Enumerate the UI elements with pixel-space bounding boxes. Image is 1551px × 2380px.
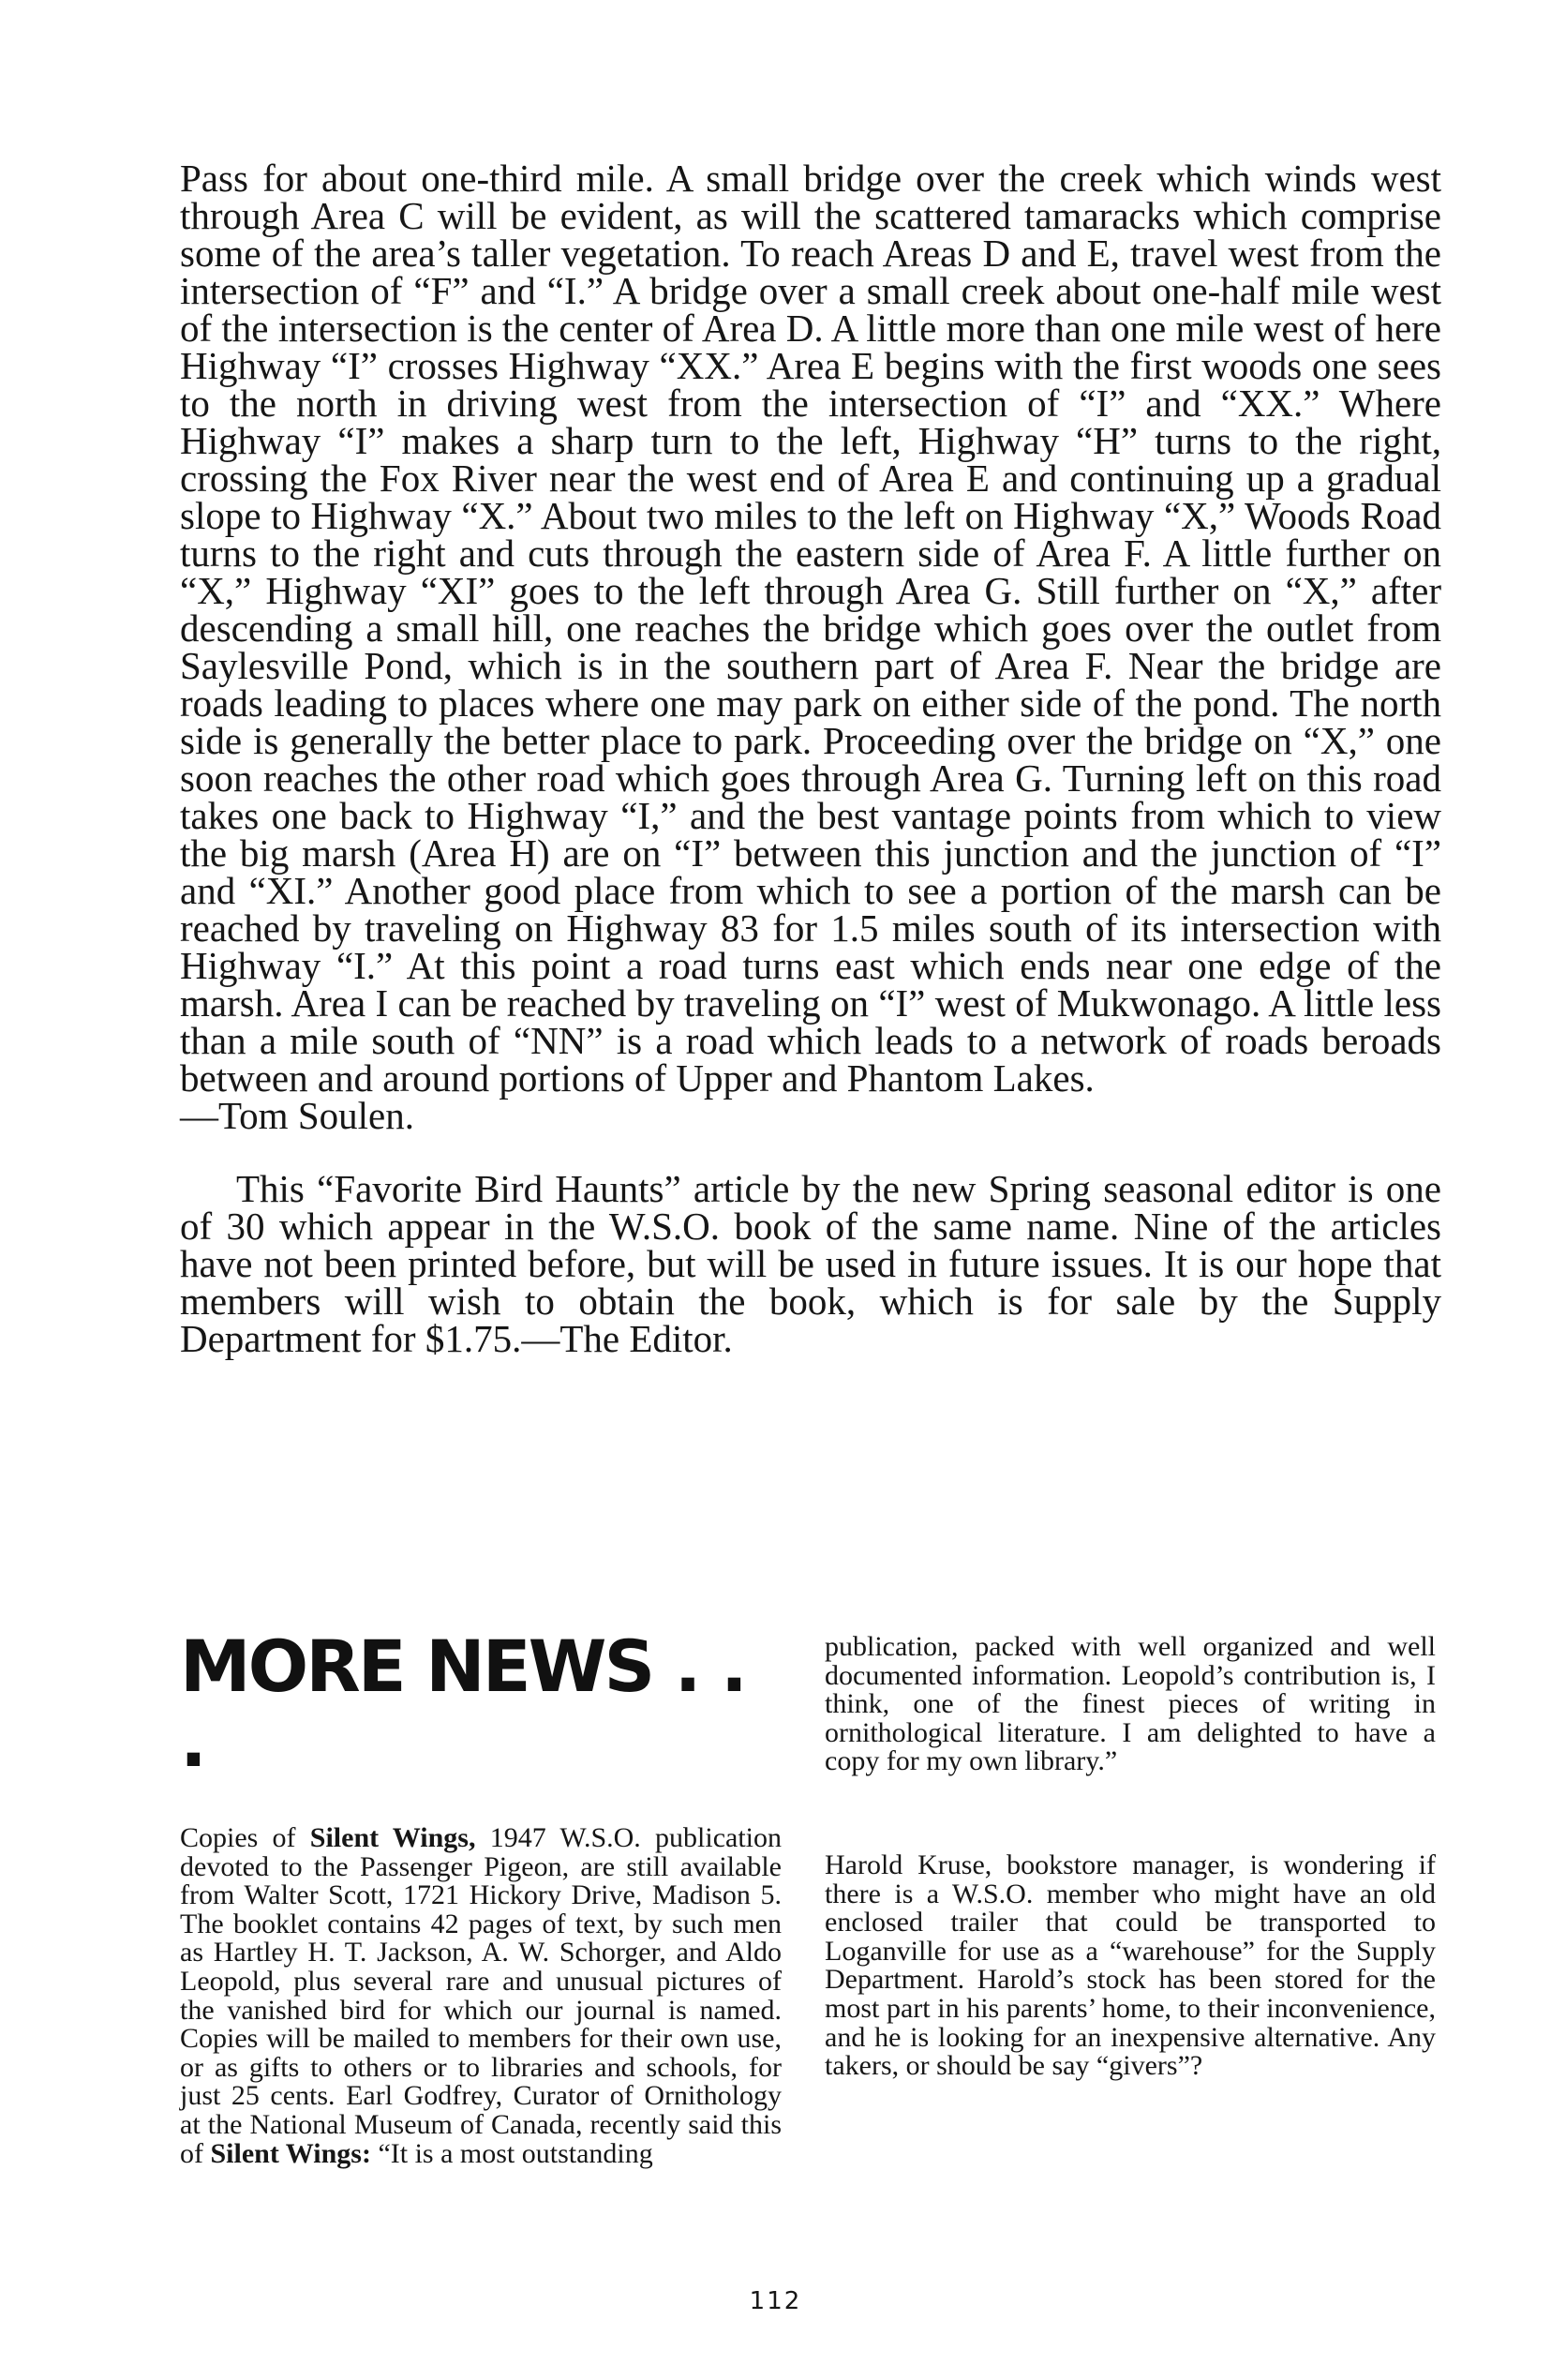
- more-news-left-column: [180, 1624, 782, 2169]
- book-title-silent-wings-quote: Silent Wings:: [210, 2137, 371, 2169]
- more-news-right-column: [825, 1633, 1436, 2081]
- news-item-continuation: publication, packed with well organized and well documented information. Leopold’s contribution is, I think, one of the finest pieces of writing in ornithological literature. I am delighted to have a copy for my own library.”: [825, 1631, 1436, 1777]
- page-number: 112: [749, 2287, 802, 2315]
- book-title-silent-wings: Silent Wings,: [309, 1822, 476, 1853]
- news-item-text-part1: 1947 W.S.O. publication devoted to the Passenger Pigeon, are still available from Walter Scott, 1721 Hickory Drive, Madison 5. The booklet contains 42 pages of text, by such men as Hartley H. T. Jackson, A. W. Schorger, and Aldo Leopold, plus several rare and unusual pictures of the vanished bird for which our journal is named. Copies will be mailed to members for their own use, or as gifts to others or to libraries and schools, for just 25 cents. Earl Godfrey, Curator of Ornithology at the National Museum of Canada, recently said this of: [180, 1822, 782, 2169]
- news-item-silent-wings: [180, 1824, 782, 2168]
- news-item-bookstore: Harold Kruse, bookstore manager, is wondering if there is a W.S.O. member who might have an old enclosed trailer that could be transported to Loganville for use as a “warehouse” for the Supply Department. Harold’s stock has been stored for the most part in his parents’ home, to their inconvenience, and he is looking for an inexpensive alternative. Any takers, or should be say “givers”?: [825, 1849, 1436, 2082]
- news-item-text-part2: “It is a most outstanding: [370, 2137, 653, 2169]
- article-body: [180, 157, 1441, 1360]
- article-signature: —Tom Soulen.: [180, 1094, 414, 1137]
- more-news-heading: MORE NEWS . . .: [180, 1624, 745, 1783]
- editor-note: This “Favorite Bird Haunts” article by the new Spring seasonal editor is one of 30 which appear in the W.S.O. book of the same name. Nine of the articles have not been printed before, but will be used in future issues. It is our hope that members will wish to obtain the book, which is for sale by the Supply Department for $1.75.—The Editor.: [180, 1167, 1441, 1360]
- article-paragraph: Pass for about one-third mile. A small bridge over the creek which winds west through Area C will be evident, as will the scattered tamaracks which comprise some of the area’s taller vegetation. To reach Areas D and E, travel west from the intersection of “F” and “I.” A bridge over a small creek about one-half mile west of the intersection is the center of Area D. A little more than one mile west of here Highway “I” crosses Highway “XX.” Area E begins with the first woods one sees to the north in driving west from the intersection of “I” and “XX.” Where Highway “I” makes a sharp turn to the left, Highway “H” turns to the right, crossing the Fox River near the west end of Area E and continuing up a gradual slope to Highway “X.” About two miles to the left on Highway “X,” Woods Road turns to the right and cuts through the eastern side of Area F. A little further on “X,” Highway “XI” goes to the left through Area G. Still further on “X,” after descending a small hill, one reaches the bridge which goes over the outlet from Saylesville Pond, which is in the southern part of Area F. Near the bridge are roads leading to places where one may park on either side of the pond. The north side is generally the better place to park. Proceeding over the bridge on “X,” one soon reaches the other road which goes through Area G. Turning left on this road takes one back to Highway “I,” and the best vantage points from which to view the big marsh (Area H) are on “I” between this junction and the junction of “I” and “XI.” Another good place from which to see a portion of the marsh can be reached by traveling on Highway 83 for 1.5 miles south of its intersection with Highway “I.” At this point a road turns east which ends near one edge of the marsh. Area I can be reached by traveling on “I” west of Mukwonago. A little less than a mile south of “NN” is a road which leads to a network of roads beroads between and around portions of Upper and Phantom Lakes.: [180, 157, 1441, 1100]
- column-gap: [825, 1776, 1436, 1851]
- news-item-intro: Copies of: [180, 1822, 310, 1853]
